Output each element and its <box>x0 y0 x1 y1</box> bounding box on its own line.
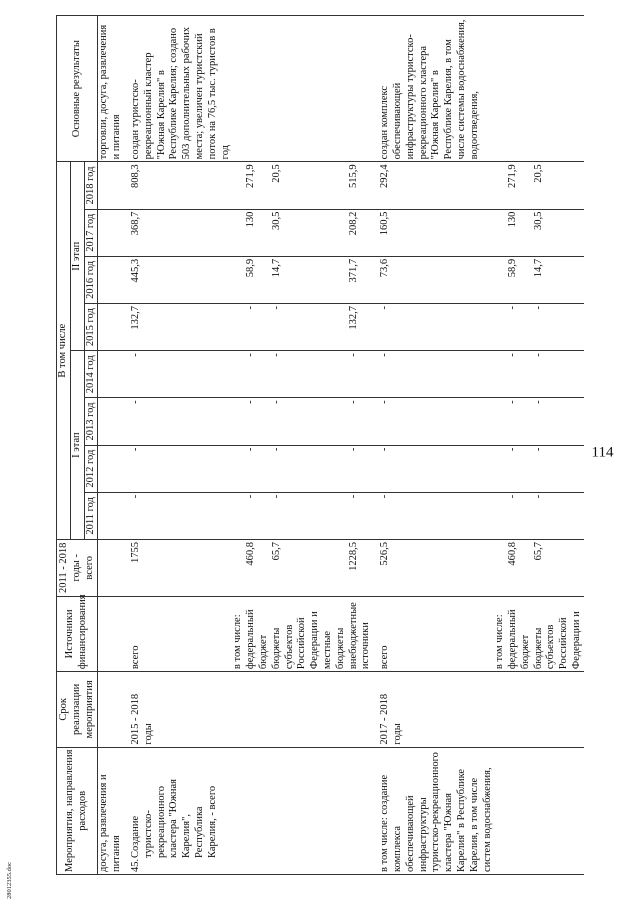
year-value-cell: 73,6 <box>373 256 494 303</box>
year-value-cell: - <box>507 445 533 492</box>
header-year: 2012 год <box>84 445 98 492</box>
event-cell <box>507 747 533 874</box>
year-value-cell: 14,7 <box>271 256 348 303</box>
header-total: 2011 - 2018 годы - всего <box>57 539 98 596</box>
source-cell: всего <box>124 596 232 672</box>
year-value-cell: - <box>373 492 494 539</box>
year-value-cell: 271,9 <box>245 162 271 209</box>
source-cell <box>98 596 124 672</box>
source-cell: бюджеты субъектов Российской Федерации и местные бюджеты <box>271 596 348 672</box>
year-value-cell: - <box>245 492 271 539</box>
table-row <box>348 16 374 875</box>
year-value-cell: - <box>271 351 348 398</box>
table-row <box>494 16 507 875</box>
event-cell <box>348 747 374 874</box>
year-value-cell: 271,9 <box>507 162 533 209</box>
year-value-cell: 808,3 <box>124 162 232 209</box>
year-value-cell: - <box>373 398 494 445</box>
year-value-cell: 20,5 <box>533 162 584 209</box>
year-value-cell <box>98 256 124 303</box>
term-cell <box>494 672 507 748</box>
event-cell <box>271 747 348 874</box>
event-text: досуга, развлечения и питания <box>98 774 123 872</box>
year-value-cell: - <box>507 398 533 445</box>
year-value-cell: 14,7 <box>533 256 584 303</box>
footer-code: 28012355.doc <box>6 861 13 899</box>
header-year: 2013 год <box>84 398 98 445</box>
year-value-cell: 130 <box>507 209 533 256</box>
header-stage2: II этап <box>70 162 84 351</box>
year-value-cell <box>494 351 507 398</box>
table-row <box>533 16 584 875</box>
year-value-cell <box>232 256 245 303</box>
year-value-cell <box>232 398 245 445</box>
year-value-cell <box>98 304 124 351</box>
year-value-cell: - <box>348 445 374 492</box>
table-row <box>245 16 271 875</box>
header-source: Источники финансирования <box>57 596 98 672</box>
year-value-cell <box>494 209 507 256</box>
result-cell <box>232 16 245 162</box>
header-year: 2018 год <box>84 162 98 209</box>
year-value-cell: 371,7 <box>348 256 374 303</box>
source-cell: в том числе: <box>494 596 507 672</box>
year-value-cell: - <box>507 304 533 351</box>
year-value-cell <box>494 304 507 351</box>
year-value-cell <box>494 162 507 209</box>
year-value-cell: 368,7 <box>124 209 232 256</box>
term-cell <box>98 672 124 748</box>
year-value-cell: 58,9 <box>245 256 271 303</box>
year-value-cell <box>232 304 245 351</box>
year-value-cell <box>494 492 507 539</box>
table-body <box>98 16 584 875</box>
year-value-cell: - <box>533 304 584 351</box>
total-cell: 526,5 <box>373 539 494 596</box>
year-value-cell: - <box>507 351 533 398</box>
year-value-cell <box>232 351 245 398</box>
term-cell: 2017 - 2018 годы <box>373 672 494 748</box>
year-value-cell: 208,2 <box>348 209 374 256</box>
year-value-cell: - <box>348 492 374 539</box>
year-value-cell <box>98 351 124 398</box>
source-cell: внебюджетные источники <box>348 596 374 672</box>
total-cell <box>232 539 245 596</box>
year-value-cell: 132,7 <box>124 304 232 351</box>
year-value-cell <box>232 209 245 256</box>
total-cell: 65,7 <box>271 539 348 596</box>
result-cell: создан комплекс обеспечивающей инфраструктуры туристско-рекреационного кластера "Южная Карелия" в Республике Карелия, в том числе системы водоснабжения, водоотведения, <box>373 16 494 162</box>
year-value-cell <box>232 162 245 209</box>
year-value-cell: - <box>245 351 271 398</box>
year-value-cell: 515,9 <box>348 162 374 209</box>
event-cell <box>494 747 507 874</box>
source-cell: всего <box>373 596 494 672</box>
event-cell <box>98 747 124 874</box>
header-incl: В том числе <box>57 162 71 540</box>
row-number: 45. <box>129 858 141 872</box>
year-value-cell <box>494 256 507 303</box>
result-cell <box>507 16 533 162</box>
year-value-cell <box>494 445 507 492</box>
event-cell <box>245 747 271 874</box>
year-value-cell: - <box>373 445 494 492</box>
year-value-cell: - <box>271 304 348 351</box>
year-value-cell: - <box>348 398 374 445</box>
term-cell <box>245 672 271 748</box>
table-row <box>271 16 348 875</box>
year-value-cell: - <box>124 398 232 445</box>
expenses-table <box>56 15 584 875</box>
event-cell <box>533 747 584 874</box>
event-text: Создание туристско-рекреационного кластера "Южная Карелия", Республика Карелия, - всего <box>129 778 218 858</box>
year-value-cell: - <box>348 351 374 398</box>
source-cell: федеральный бюджет <box>245 596 271 672</box>
year-value-cell <box>98 445 124 492</box>
total-cell <box>494 539 507 596</box>
header-stage1: I этап <box>70 351 84 540</box>
event-cell <box>124 747 232 874</box>
year-value-cell: - <box>533 492 584 539</box>
year-value-cell: - <box>373 351 494 398</box>
year-value-cell: - <box>533 351 584 398</box>
year-value-cell: 20,5 <box>271 162 348 209</box>
source-cell: бюджеты субъектов Российской Федерации и <box>533 596 584 672</box>
result-cell: торговли, досуга, развлечения и питания <box>98 16 124 162</box>
table-row <box>373 16 494 875</box>
term-cell <box>507 672 533 748</box>
year-value-cell: - <box>124 492 232 539</box>
year-value-cell: - <box>533 445 584 492</box>
result-cell: создан туристско-рекреационный кластер "Южная Карелия" в Республике Карелия; создано 503 дополнительных рабочих места; увеличен туристский поток на 76,5 тыс. туристов в год <box>124 16 232 162</box>
table-row <box>124 16 232 875</box>
term-cell <box>232 672 245 748</box>
table-row <box>232 16 245 875</box>
year-value-cell: - <box>245 304 271 351</box>
source-cell: федеральный бюджет <box>507 596 533 672</box>
year-value-cell: 30,5 <box>271 209 348 256</box>
result-cell <box>348 16 374 162</box>
term-cell: 2015 - 2018 годы <box>124 672 232 748</box>
header-year: 2016 год <box>84 256 98 303</box>
source-cell: в том числе: <box>232 596 245 672</box>
year-value-cell <box>494 398 507 445</box>
year-value-cell <box>98 492 124 539</box>
header-year: 2014 год <box>84 351 98 398</box>
year-value-cell: 58,9 <box>507 256 533 303</box>
event-cell <box>232 747 245 874</box>
event-cell <box>373 747 494 874</box>
header-term: Срок реализации мероприятия <box>57 672 98 748</box>
term-cell <box>533 672 584 748</box>
year-value-cell <box>98 209 124 256</box>
header-year: 2015 год <box>84 304 98 351</box>
year-value-cell: - <box>271 398 348 445</box>
year-value-cell: - <box>271 445 348 492</box>
total-cell: 1228,5 <box>348 539 374 596</box>
year-value-cell: 445,3 <box>124 256 232 303</box>
year-value-cell: - <box>245 445 271 492</box>
result-cell <box>533 16 584 162</box>
year-value-cell: - <box>245 398 271 445</box>
total-cell: 460,8 <box>245 539 271 596</box>
year-value-cell <box>98 398 124 445</box>
year-value-cell: - <box>373 304 494 351</box>
term-cell <box>271 672 348 748</box>
total-cell: 460,8 <box>507 539 533 596</box>
year-value-cell <box>98 162 124 209</box>
result-cell <box>245 16 271 162</box>
header-results: Основные результаты <box>57 16 98 162</box>
year-value-cell: 292,4 <box>373 162 494 209</box>
year-value-cell: - <box>124 445 232 492</box>
event-text: в том числе: создание комплекса обеспечивающей инфраструктуры туристско-рекреационного кластера "Южная Карелия" в Республике Карелия, в том числе систем водоснабжения, <box>379 752 493 872</box>
term-cell <box>348 672 374 748</box>
result-cell <box>271 16 348 162</box>
table-row <box>507 16 533 875</box>
header-year: 2017 год <box>84 209 98 256</box>
year-value-cell: - <box>271 492 348 539</box>
year-value-cell: 30,5 <box>533 209 584 256</box>
total-cell <box>98 539 124 596</box>
year-value-cell: - <box>124 351 232 398</box>
page-number: 114 <box>591 444 614 461</box>
year-value-cell <box>232 492 245 539</box>
total-cell: 1755 <box>124 539 232 596</box>
year-value-cell <box>232 445 245 492</box>
table-row <box>98 16 124 875</box>
header-event: Мероприятия, направления расходов <box>57 747 98 874</box>
year-value-cell: 160,5 <box>373 209 494 256</box>
result-cell <box>494 16 507 162</box>
year-value-cell: 132,7 <box>348 304 374 351</box>
year-value-cell: - <box>507 492 533 539</box>
header-year: 2011 год <box>84 492 98 539</box>
year-value-cell: 130 <box>245 209 271 256</box>
year-value-cell: - <box>533 398 584 445</box>
total-cell: 65,7 <box>533 539 584 596</box>
